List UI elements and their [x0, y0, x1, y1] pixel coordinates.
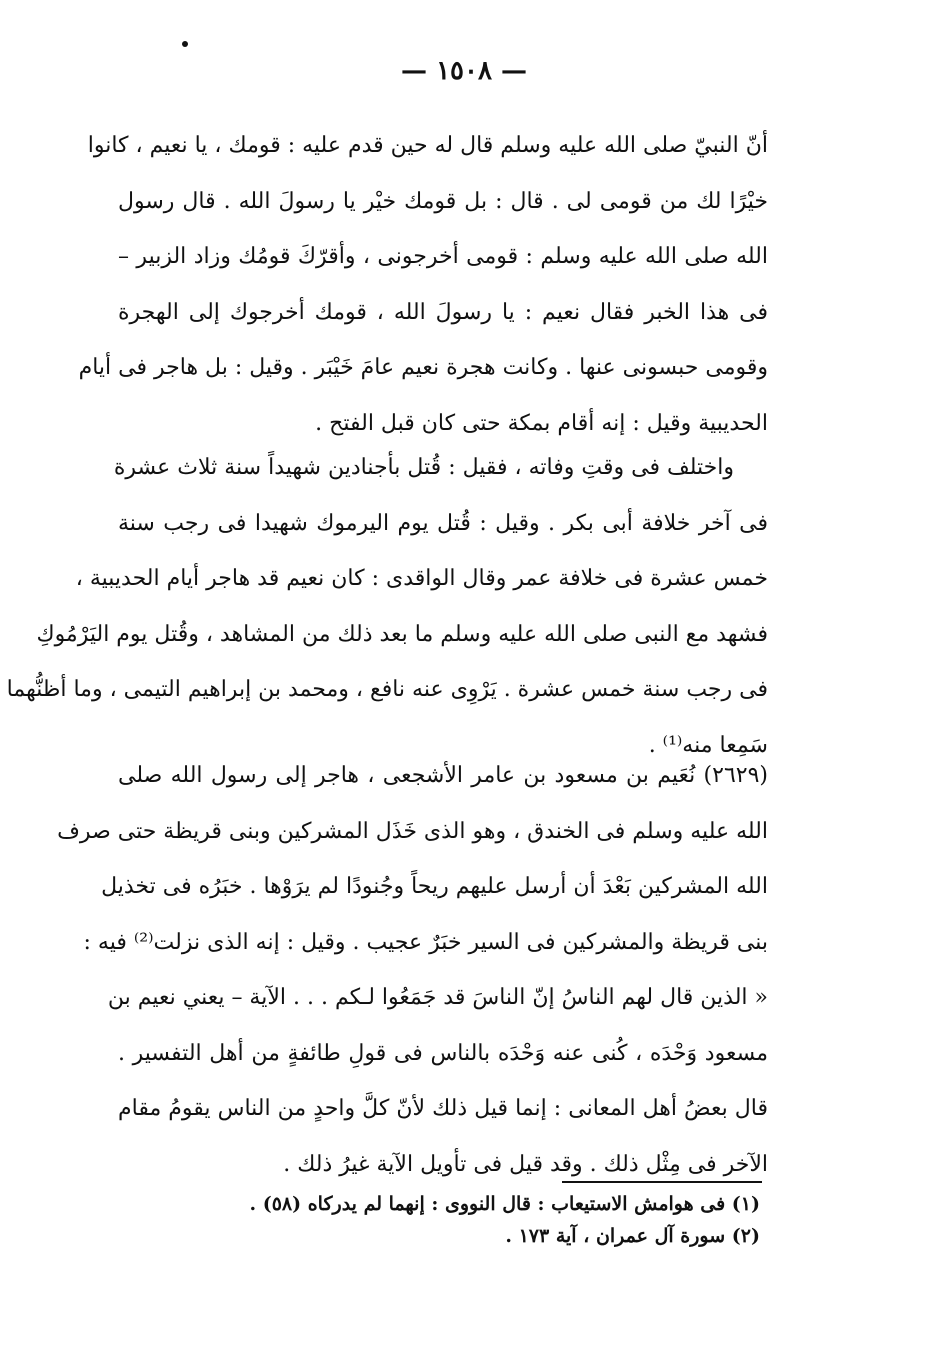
text-line: فى هذا الخبر فقال نعيم : يا رسولَ الله ، قومك أخرجوك إلى الهجرة: [118, 299, 768, 325]
paragraph-1: [78, 118, 768, 451]
text-line: (٢٦٢٩) نُعَيم بن مسعود بن عامر الأشجعى ، هاجر إلى رسول الله صلى: [118, 763, 768, 788]
text-line: فى آخر خلافة أبى بكر . وقيل : قُتل يوم اليرموك شهيدا فى رجب سنة: [118, 510, 768, 536]
text-line: واختلف فى وقتِ وفاته ، فقيل : قُتل بأجنادين شهيداً سنة ثلاث عشرة: [113, 455, 734, 480]
text-line: سَمِعا منه⁽¹⁾ .: [648, 732, 768, 758]
text-line: أنّ النبيّ صلى الله عليه وسلم قال له حين قدم عليه : قومك ، يا نعيم ، كانوا: [87, 133, 768, 158]
footnote-1: (١) فى هوامش الاستيعاب : قال النووى : إنهما لم يدركاه (٥٨) .: [249, 1193, 760, 1215]
paragraph-3: [57, 748, 768, 1192]
paragraph-2: [6, 440, 768, 773]
text-line: قال بعضُ أهل المعانى : إنما قيل ذلك لأنّ كلَّ واحدٍ من الناس يقومُ مقام: [118, 1096, 768, 1121]
text-line: فشهد مع النبى صلى الله عليه وسلم ما بعد ذلك من المشاهد ، وقُتل يوم اليَرْمُوكِ: [36, 621, 768, 647]
text-line: الحديبية وقيل : إنه أقام بمكة حتى كان قبل الفتح .: [315, 410, 768, 436]
text-line: خمس عشرة فى خلافة عمر وقال الواقدى : كان نعيم قد هاجر أيام الحديبية ،: [75, 566, 768, 591]
text-line: الله عليه وسلم فى الخندق ، وهو الذى خَذَل المشركين وبنى قريظة حتى صرف: [57, 818, 768, 844]
text-line: « الذين قال لهم الناسُ إنّ الناسَ قد جَمَعُوا لـكم . . . الآية – يعني نعيم بن: [107, 985, 768, 1010]
footnotes: [250, 1188, 760, 1252]
text-line: مسعود وَحْدَه ، كُنى عنه وَحْدَه بالناس فى قولِ طائفةٍ من أهل التفسير .: [118, 1040, 768, 1066]
text-line: الله المشركين بَعْدَ أن أرسل عليهم ريحاً وجُنودًا لم يرَوْها . خبَرُه فى تخذيل: [101, 874, 768, 899]
footnote-divider: [562, 1181, 762, 1183]
page-mark-dot: [182, 41, 188, 47]
footnote-2: (٢) سورة آل عمران ، آية ١٧٣ .: [505, 1225, 760, 1247]
page-number: — ١٥٠٨ —: [401, 56, 527, 86]
text-line: وقومى حبسونى عنها . وكانت هجرة نعيم عامَ خَيْبَر . وقيل : بل هاجر فى أيام: [78, 355, 768, 380]
text-line: خيْرًا لك من قومى لى . قال : بل قومك خيْر يا رسولَ الله . قال رسول: [118, 188, 768, 214]
text-line: فى رجب سنة خمس عشرة . يَرْوِى عنه نافع ، ومحمد بن إبراهيم التيمى ، وما أظنُّهما: [6, 677, 768, 702]
text-line: الآخر فى مِثْل ذلك . وقد قيل فى تأويل الآية غيرُ ذلك .: [283, 1151, 768, 1177]
text-line: بنى قريظة والمشركين فى السير خبَرٌ عجيب . وقيل : إنه الذى نزلت⁽²⁾ فيه :: [83, 929, 768, 955]
text-line: الله صلى الله عليه وسلم : قومى أخرجونى ، وأقرّكَ قومُك وزاد الزبير –: [118, 244, 768, 269]
